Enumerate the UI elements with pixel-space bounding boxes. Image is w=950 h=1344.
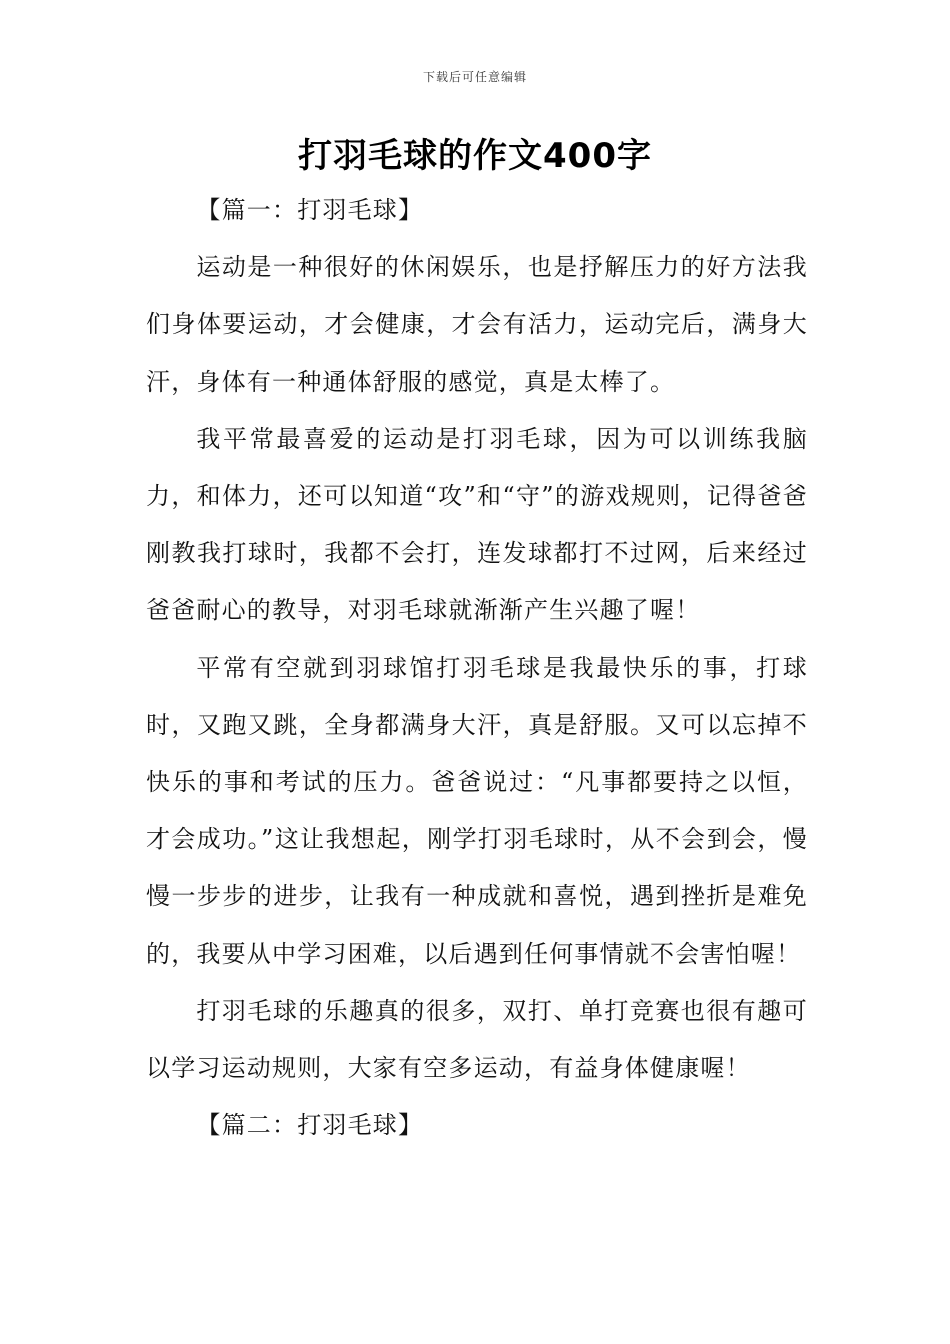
essay-body <box>146 182 808 1154</box>
page-title: 打羽毛球的作文400字 <box>298 136 652 176</box>
paragraph-3: 平常有空就到羽球馆打羽毛球是我最快乐的事，打球时，又跑又跳，全身都满身大汗，真是舒服。又可以忘掉不快乐的事和考试的压力。爸爸说过：“凡事都要持之以恒，才会成功。”这让我想起，刚学打羽毛球时，从不会到会，慢慢一步步的进步，让我有一种成就和喜悦，遇到挫折是难免的，我要从中学习困难，以后遇到任何事情就不会害怕喔！ <box>146 653 808 968</box>
paragraph-1: 运动是一种很好的休闲娱乐，也是抒解压力的好方法我们身体要运动，才会健康，才会有活力，运动完后，满身大汗，身体有一种通体舒服的感觉，真是太棒了。 <box>146 253 808 396</box>
header-note: 下载后可任意编辑 <box>422 70 527 84</box>
section-heading-2: 【篇二：打羽毛球】 <box>196 1111 424 1140</box>
section-heading-1: 【篇一：打羽毛球】 <box>196 196 424 224</box>
paragraph-4: 打羽毛球的乐趣真的很多，双打、单打竞赛也很有趣可以学习运动规则，大家有空多运动，有益身体健康喔！ <box>146 996 808 1083</box>
paragraph-2: 我平常最喜爱的运动是打羽毛球，因为可以训练我脑力，和体力，还可以知道“攻”和“守”的游戏规则，记得爸爸刚教我打球时，我都不会打，连发球都打不过网，后来经过爸爸耐心的教导，对羽毛球就渐渐产生兴趣了喔！ <box>146 424 808 625</box>
